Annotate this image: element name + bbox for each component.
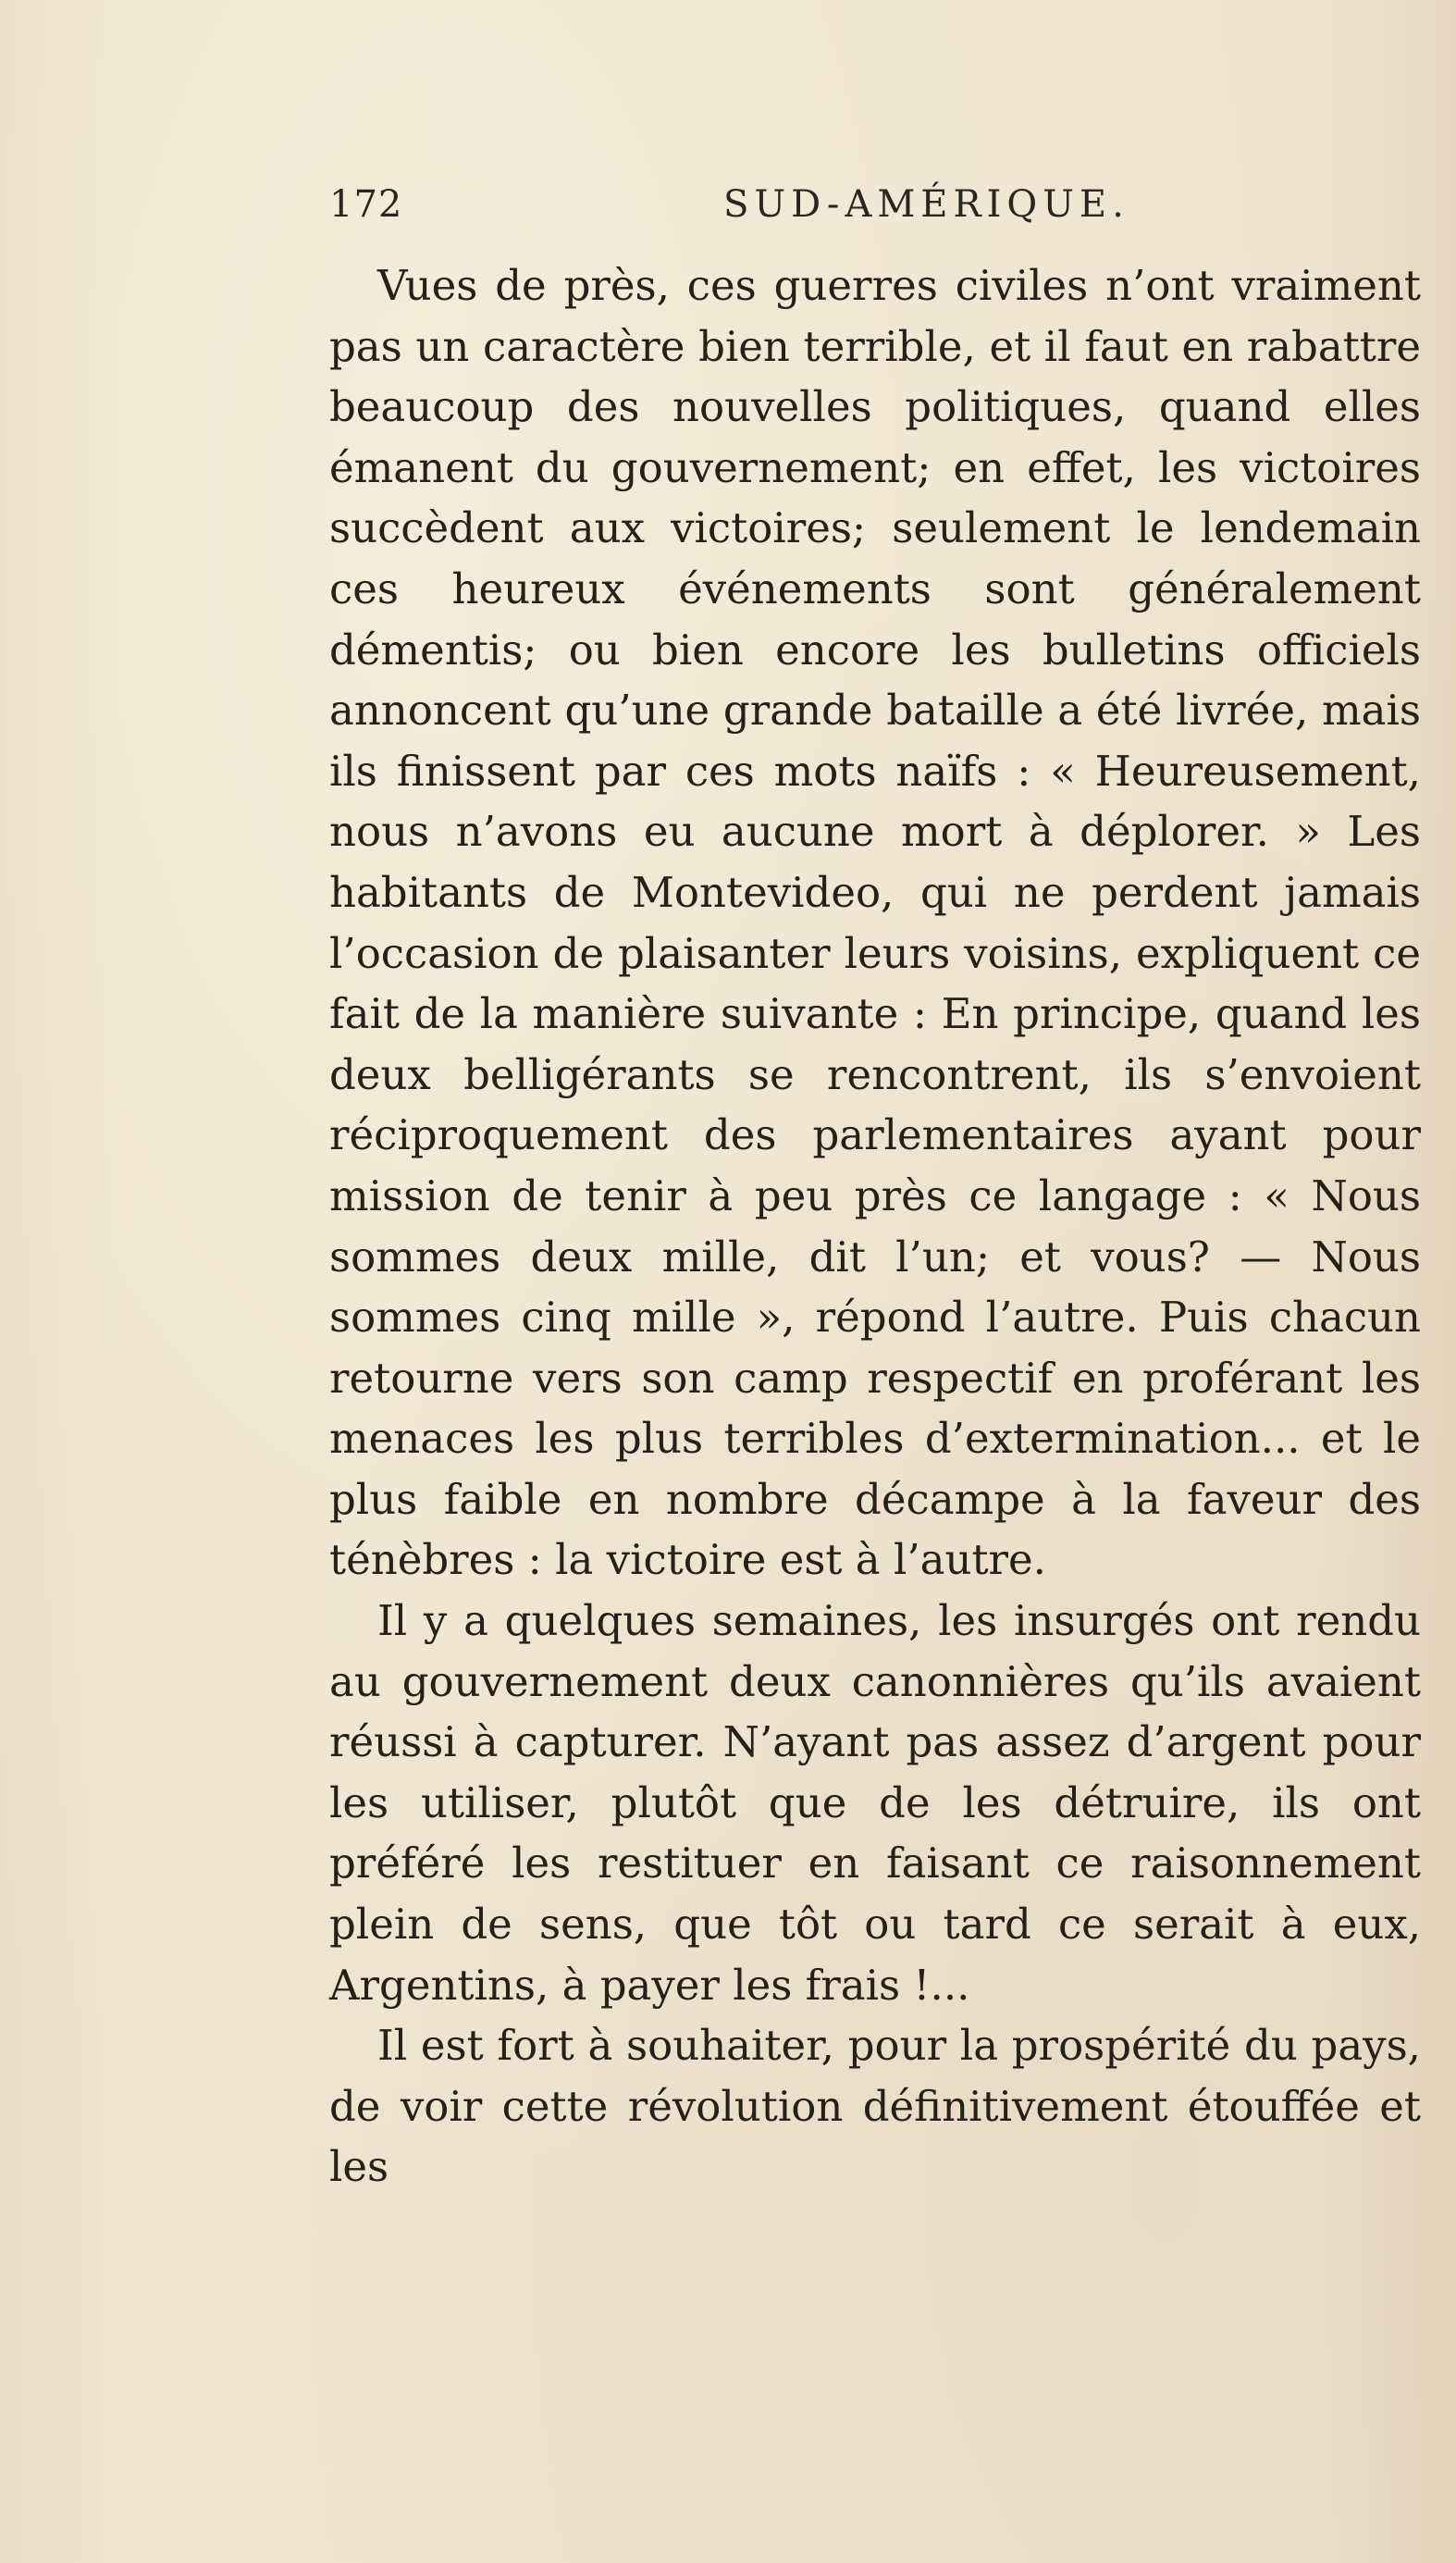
paragraph-2: Il y a quelques semaines, les insurgés ont rendu au gouvernement deux canonnières qu’ils avaient réussi à capturer. N’ayant pas assez d’argent pour les utiliser, plutôt que de les détruire, ils ont préféré les restituer en faisant ce raisonnement plein de sens, que tôt ou tard ce serait à eux, Argentins, à payer les frais !... bbox=[329, 1596, 1421, 2010]
page-header bbox=[329, 183, 1421, 239]
paragraph-3: Il est fort à souhaiter, pour la prospérité du pays, de voir cette révolution définitivement étouffée et les bbox=[329, 2021, 1421, 2192]
page-number: 172 bbox=[329, 183, 403, 226]
body-text bbox=[329, 255, 1421, 2198]
running-title: SUD-AMÉRIQUE. bbox=[723, 183, 1129, 226]
paragraph-1: Vues de près, ces guerres civiles n’ont vraiment pas un caractère bien terrible, et il faut en rabattre beaucoup des nouvelles politiques, quand elles émanent du gouvernement; en effet, les victoires succèdent aux victoires; seulement le lendemain ces heureux événements sont généralement démentis; ou bien encore les bulletins officiels annoncent qu’une grande bataille a été livrée, mais ils finissent par ces mots naïfs : « Heureusement, nous n’avons eu aucune mort à déplorer. » Les habitants de Montevideo, qui ne perdent jamais l’occasion de plaisanter leurs voisins, expliquent ce fait de la manière suivante : En principe, quand les deux belligérants se rencontrent, ils s’envoient réciproquement des parlementaires ayant pour mission de tenir à peu près ce langage : « Nous sommes deux mille, dit l’un; et vous? — Nous sommes cinq mille », répond l’autre. Puis chacun retourne vers son camp respectif en proférant les menaces les plus terribles d’extermination... et le plus faible en nombre décampe à la faveur des ténèbres : la victoire est à l’autre. bbox=[329, 261, 1421, 1585]
